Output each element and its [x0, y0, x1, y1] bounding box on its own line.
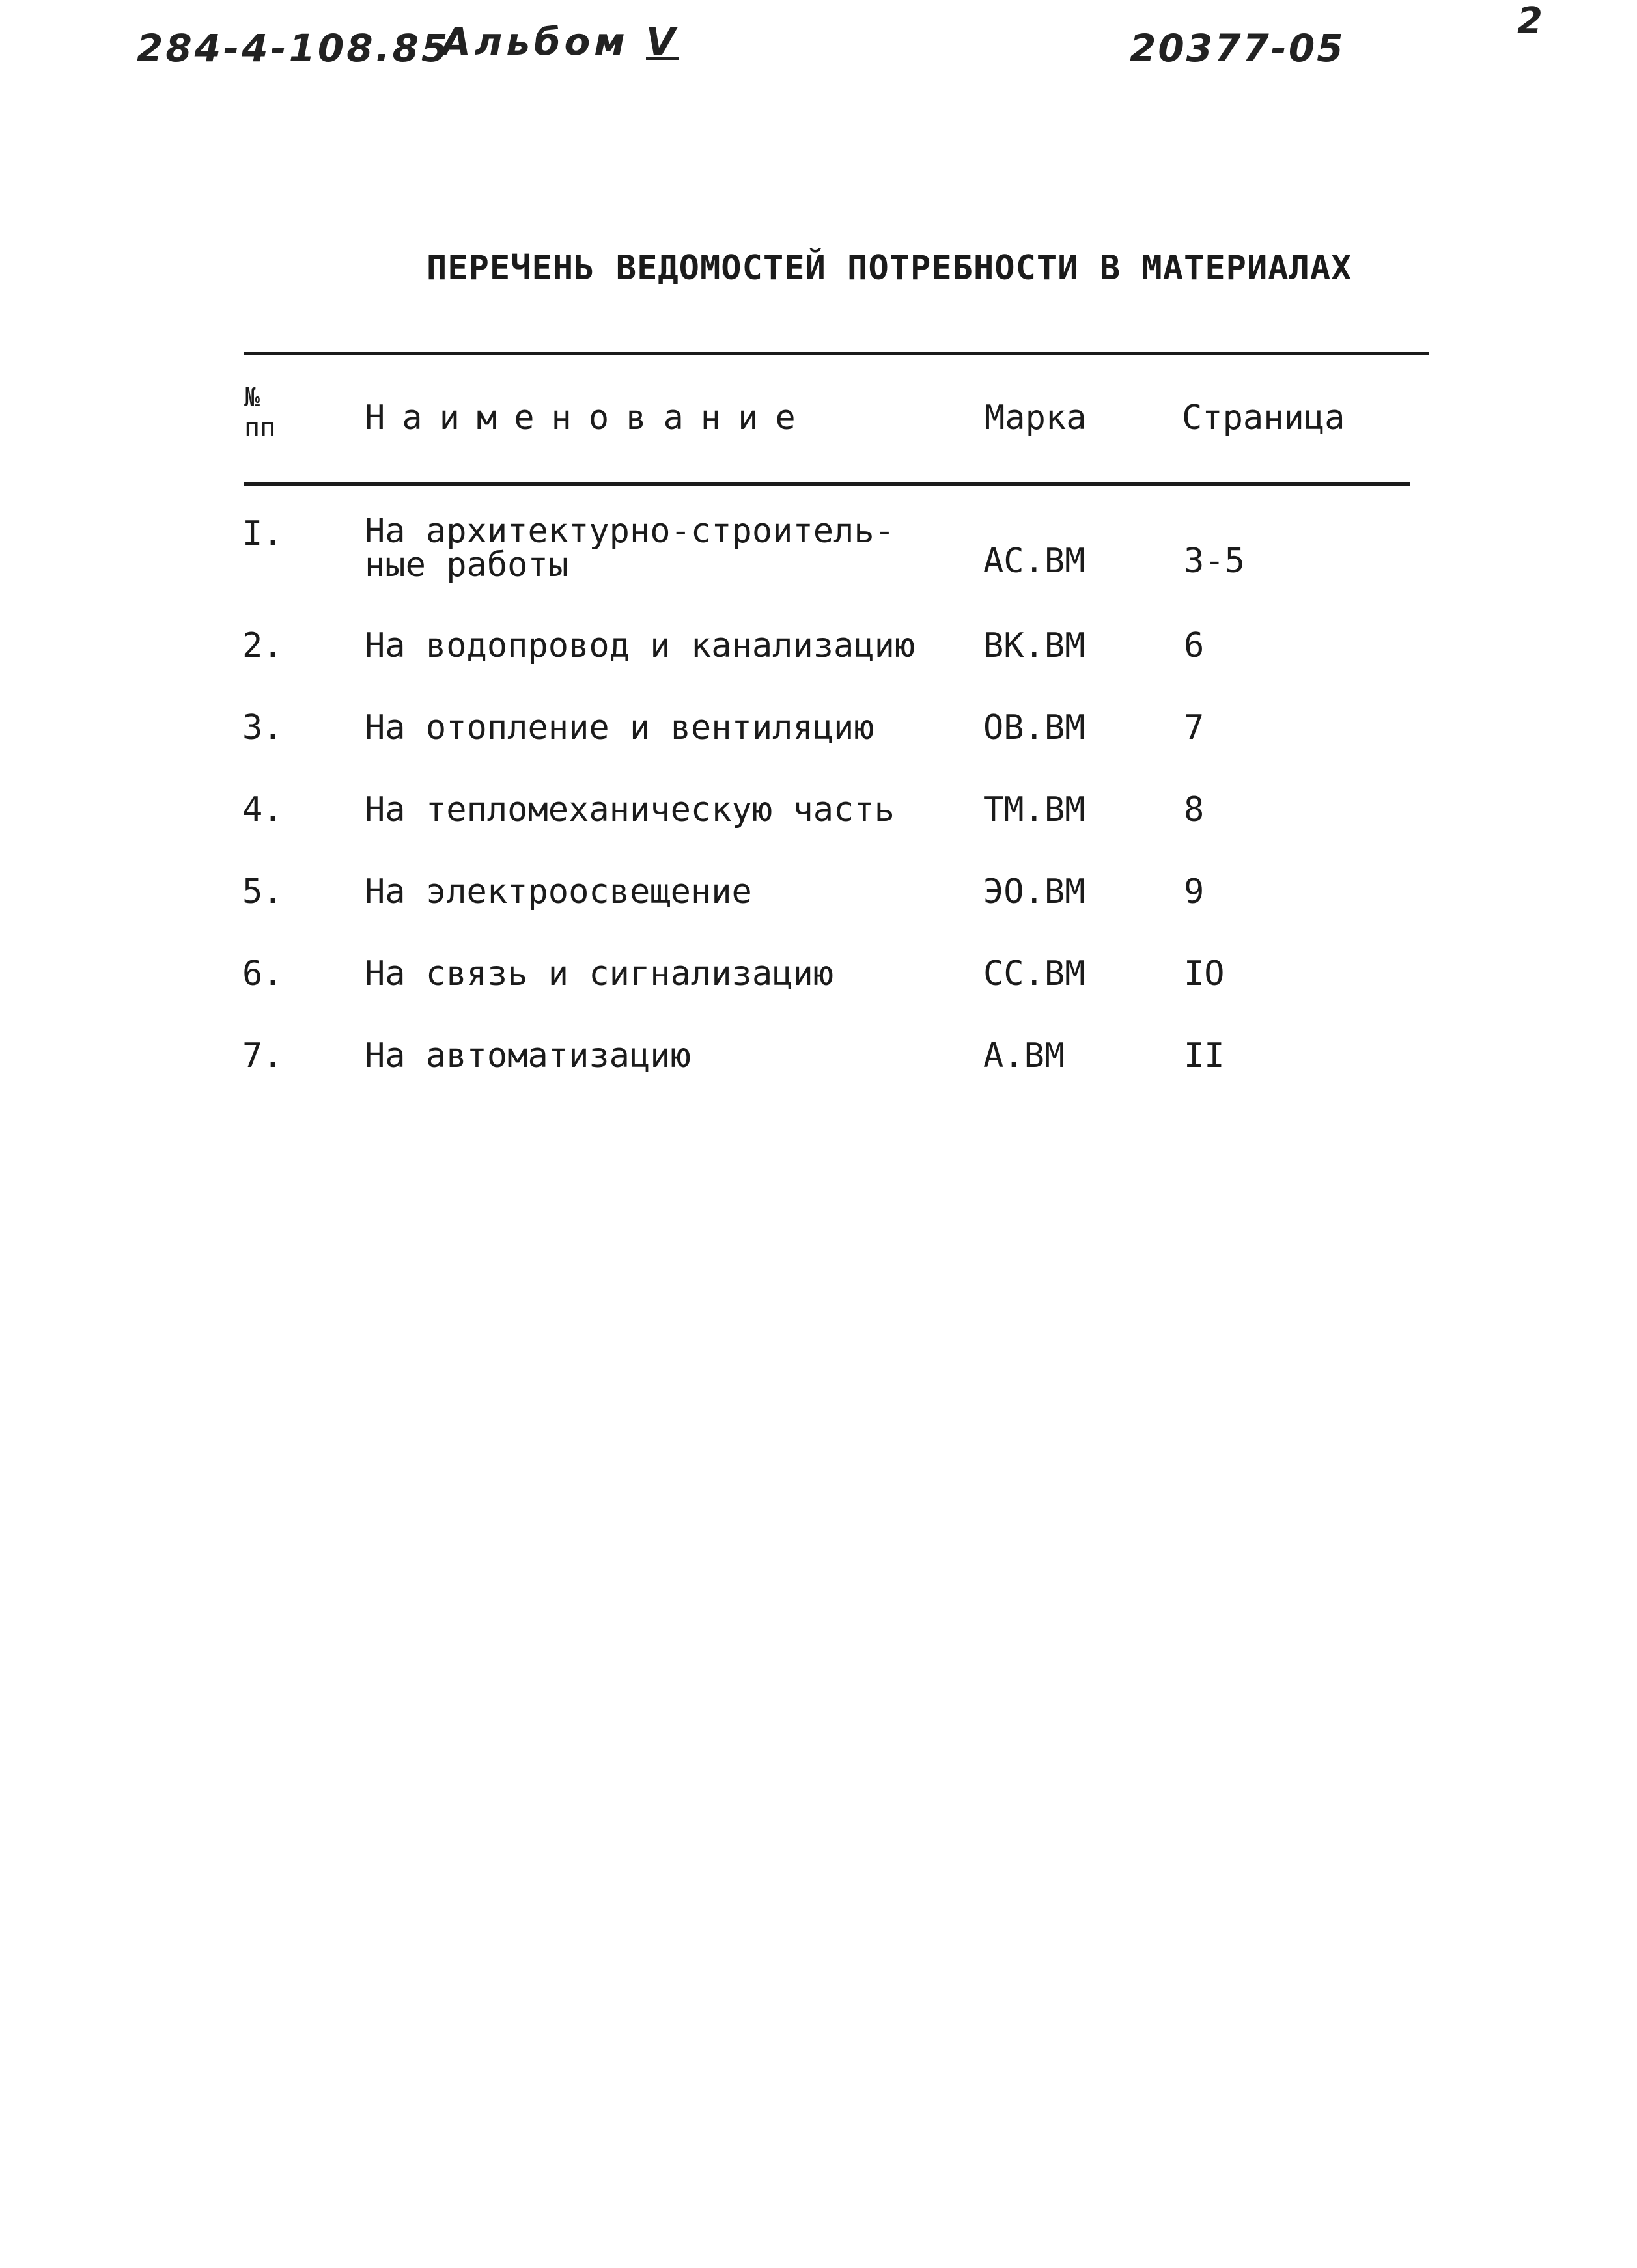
header-number [244, 383, 275, 443]
table-row [0, 708, 1637, 760]
album-word: Альбом [441, 20, 629, 64]
row-name: На тепломеханическую часть [365, 790, 895, 829]
row-number: 7. [242, 1036, 283, 1075]
row-mark: А.ВМ [983, 1036, 1065, 1075]
table-top-rule [244, 352, 1429, 355]
row-page: 8 [1184, 790, 1205, 829]
header-page: Страница [1182, 398, 1345, 437]
row-name: На связь и сигнализацию [365, 954, 834, 993]
page-number: 2 [1517, 0, 1543, 42]
header-number-sign: № [244, 383, 260, 413]
table-row [0, 872, 1637, 924]
row-name: На отопление и вентиляцию [365, 708, 874, 747]
album-roman-number: V [646, 20, 679, 64]
row-name-line2: ные работы [365, 546, 569, 585]
row-mark: АС.ВМ [983, 542, 1085, 581]
table-row [0, 790, 1637, 842]
table-row [0, 626, 1637, 678]
row-number: 5. [242, 872, 283, 911]
row-number: 3. [242, 708, 283, 747]
row-page: 7 [1184, 708, 1205, 747]
row-mark: ТМ.ВМ [983, 790, 1085, 829]
row-page: 3-5 [1184, 542, 1245, 581]
row-number: I. [242, 514, 283, 553]
archive-number: 20377-05 [1130, 26, 1345, 70]
row-mark: ОВ.ВМ [983, 708, 1085, 747]
header-mark: Марка [985, 398, 1087, 437]
row-name: На водопровод и канализацию [365, 626, 916, 665]
table-header-rule [244, 482, 1410, 486]
table-row [0, 954, 1637, 1006]
document-title: ПЕРЕЧЕНЬ ВЕДОМОСТЕЙ ПОТРЕБНОСТИ В МАТЕРИАЛАХ [427, 249, 1352, 288]
row-page: 6 [1184, 626, 1205, 665]
row-number: 4. [242, 790, 283, 829]
row-mark: ЭО.ВМ [983, 872, 1085, 911]
row-mark: СС.ВМ [983, 954, 1085, 993]
album-label [441, 20, 679, 64]
row-name-line1: На архитектурно-строитель- [365, 512, 895, 551]
table-row [0, 512, 1637, 585]
header-name: Наименование [365, 398, 813, 437]
row-page: IO [1184, 954, 1225, 993]
row-name: На электроосвещение [365, 872, 752, 911]
header-number-pp: пп [244, 413, 276, 443]
row-mark: ВК.ВМ [983, 626, 1085, 665]
row-name: На автоматизацию [365, 1036, 691, 1075]
row-page: II [1184, 1036, 1225, 1075]
row-page: 9 [1184, 872, 1205, 911]
document-code: 284-4-108.85 [137, 26, 451, 70]
row-number: 6. [242, 954, 283, 993]
table-row [0, 1036, 1637, 1088]
row-number: 2. [242, 626, 283, 665]
